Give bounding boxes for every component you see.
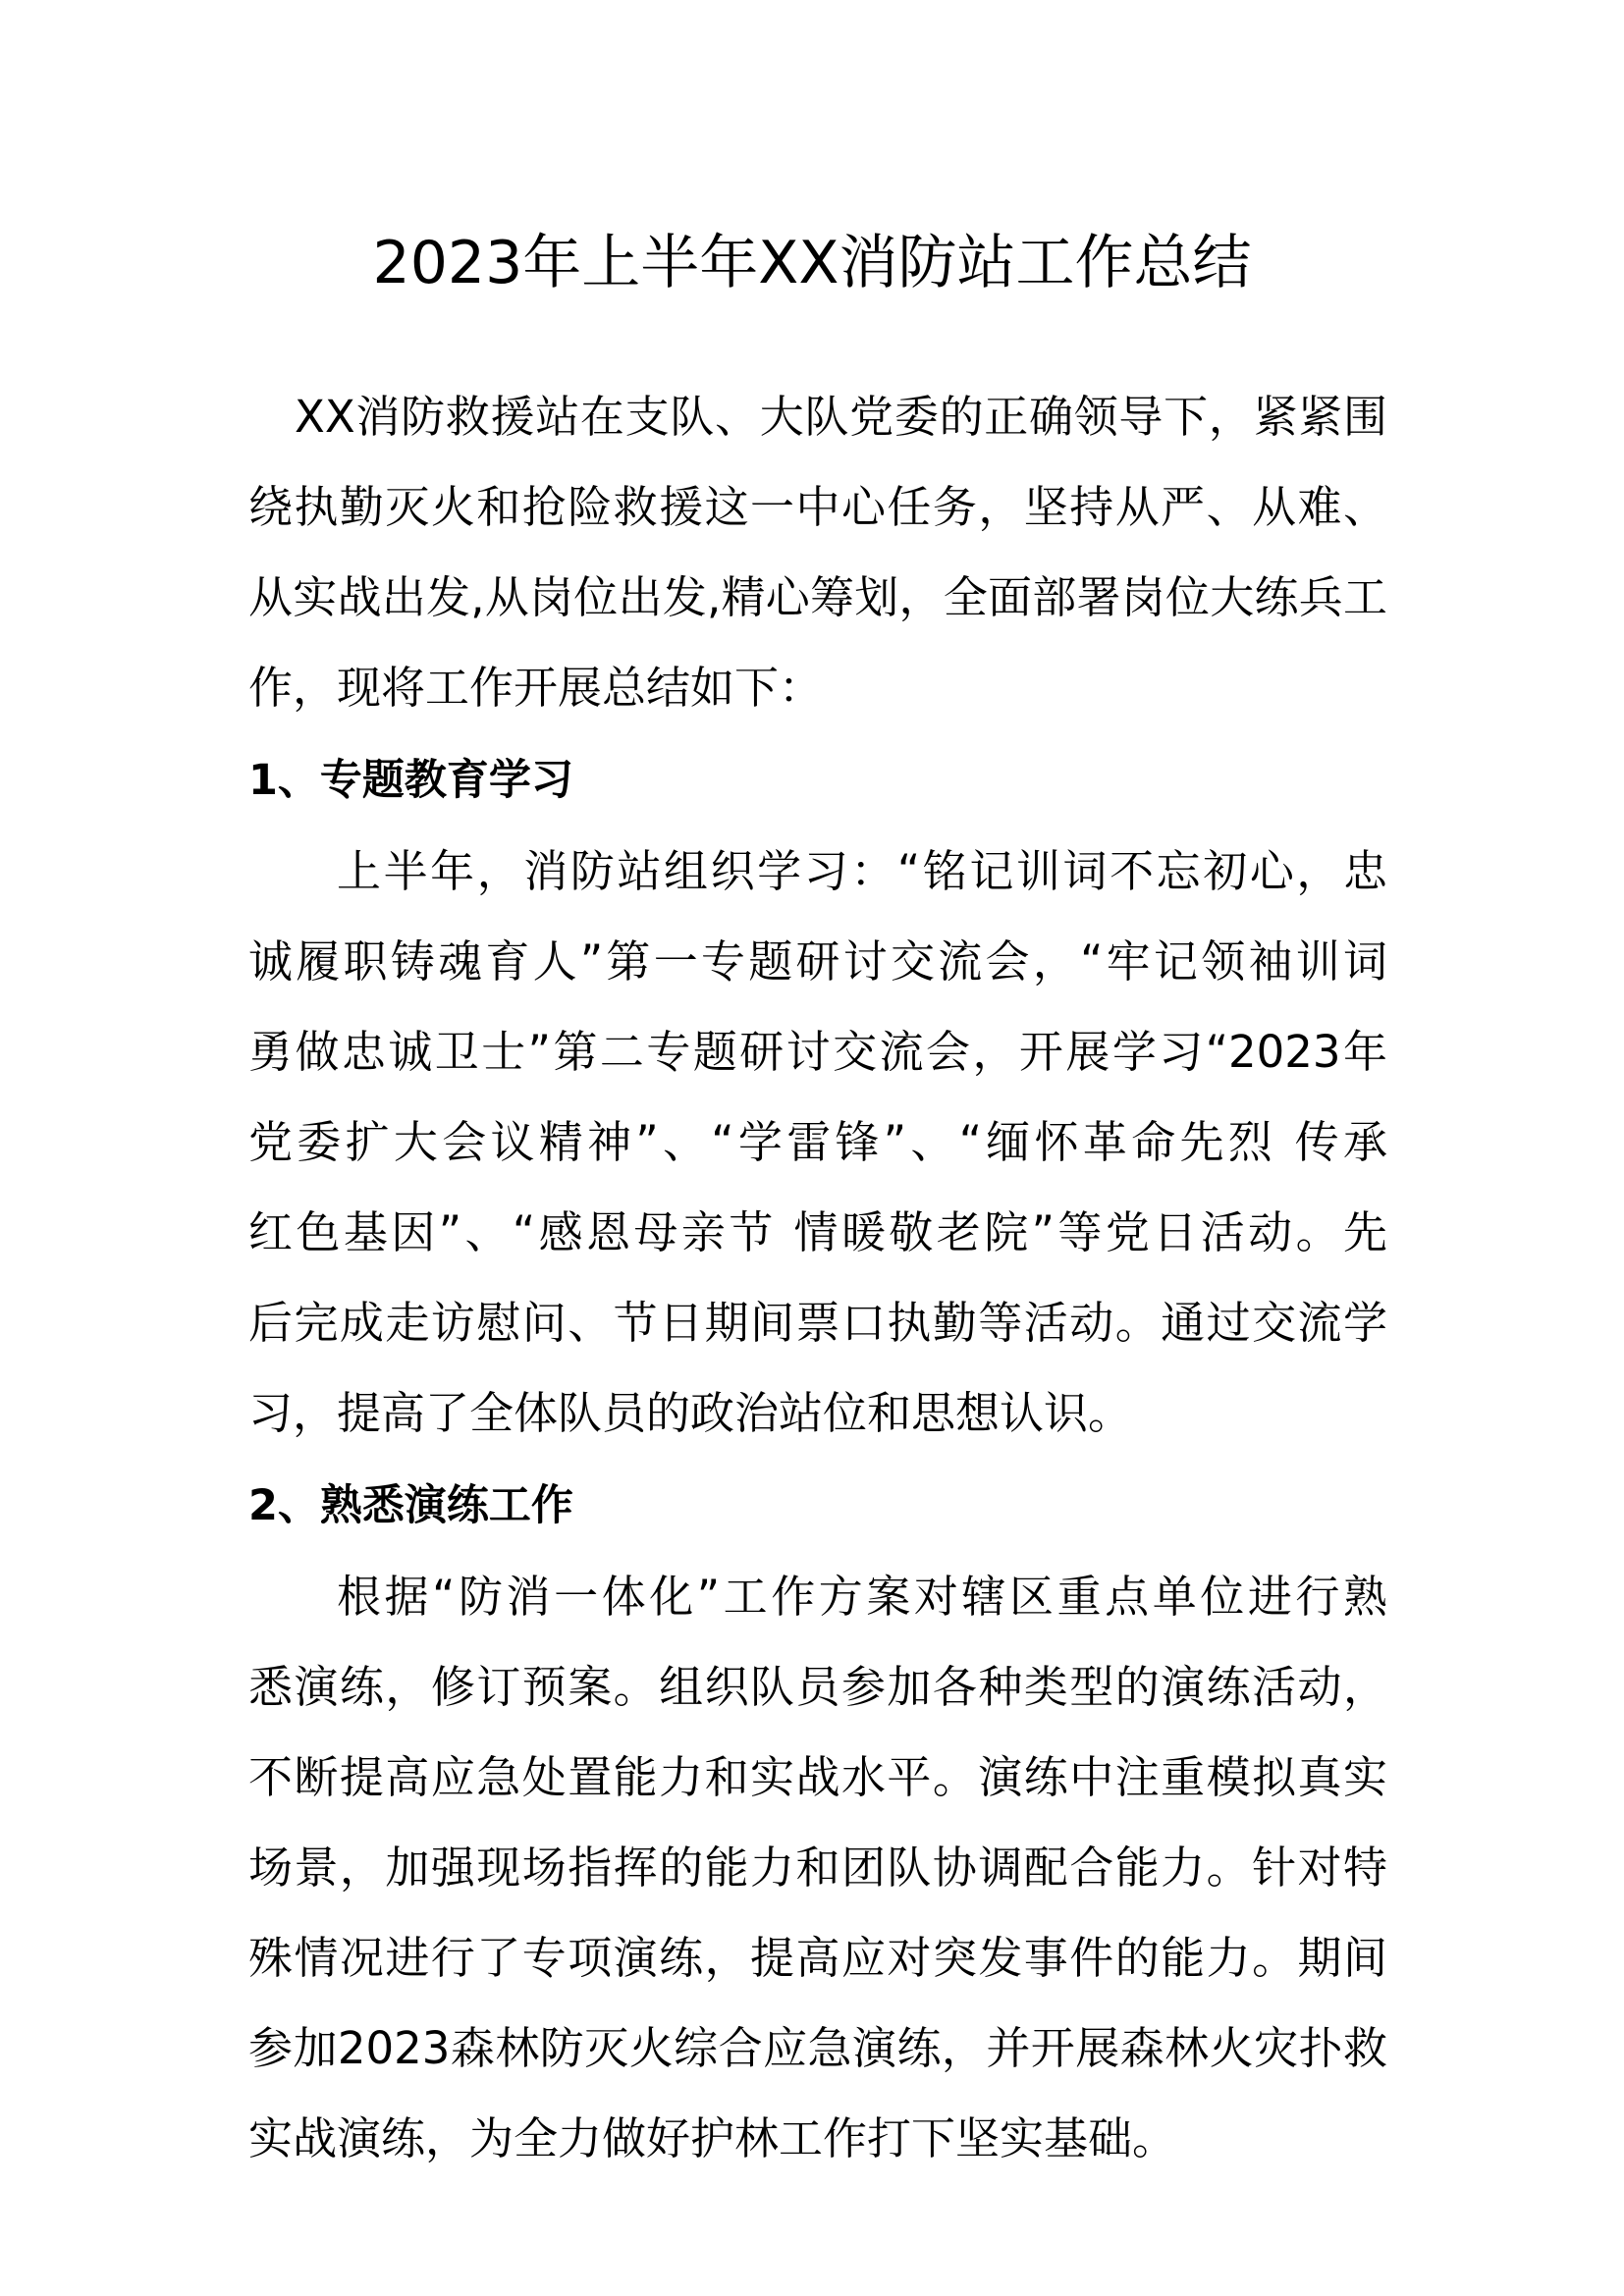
paragraph-line: 后完成走访慰问、节日期间票口执勤等活动。通过交流学 bbox=[248, 1297, 1387, 1349]
paragraph-line: 勇做忠诚卫士”第二专题研讨交流会，开展学习“2023年 bbox=[248, 1026, 1387, 1078]
paragraph-line: 党委扩大会议精神”、“学雷锋”、“缅怀革命先烈 传承 bbox=[248, 1116, 1387, 1168]
section-heading: 1、专题教育学习 bbox=[248, 756, 573, 805]
paragraph-line: 殊情况进行了专项演练，提高应对突发事件的能力。期间 bbox=[248, 1932, 1387, 1984]
paragraph-line: 红色基因”、“感恩母亲节 情暖敬老院”等党日活动。先 bbox=[248, 1206, 1387, 1258]
intro-line: XX消防救援站在支队、大队党委的正确领导下，紧紧围 bbox=[295, 391, 1387, 443]
document-title: 2023年上半年XX消防站工作总结 bbox=[372, 229, 1252, 297]
paragraph-line: 实战演练，为全力做好护林工作打下坚实基础。 bbox=[248, 2112, 1177, 2164]
section-heading: 2、熟悉演练工作 bbox=[248, 1481, 573, 1530]
paragraph-line: 不断提高应急处置能力和实战水平。演练中注重模拟真实 bbox=[248, 1751, 1387, 1803]
intro-line: 绕执勤灭火和抢险救援这一中心任务，坚持从严、从难、 bbox=[248, 481, 1387, 533]
paragraph-line: 上半年，消防站组织学习：“铭记训词不忘初心，忠 bbox=[337, 845, 1387, 897]
paragraph-line: 参加2023森林防灭火综合应急演练，并开展森林火灾扑救 bbox=[248, 2022, 1387, 2074]
paragraph-line: 场景，加强现场指挥的能力和团队协调配合能力。针对特 bbox=[248, 1842, 1387, 1894]
paragraph-line: 根据“防消一体化”工作方案对辖区重点单位进行熟 bbox=[337, 1571, 1387, 1623]
paragraph-line: 悉演练，修订预案。组织队员参加各种类型的演练活动， bbox=[248, 1661, 1387, 1713]
paragraph-line: 习，提高了全体队员的政治站位和思想认识。 bbox=[248, 1387, 1133, 1439]
intro-line: 从实战出发,从岗位出发,精心筹划，全面部署岗位大练兵工 bbox=[248, 571, 1387, 623]
intro-line: 作，现将工作开展总结如下： bbox=[248, 662, 824, 714]
paragraph-line: 诚履职铸魂育人”第一专题研讨交流会，“牢记领袖训词 bbox=[248, 935, 1387, 988]
